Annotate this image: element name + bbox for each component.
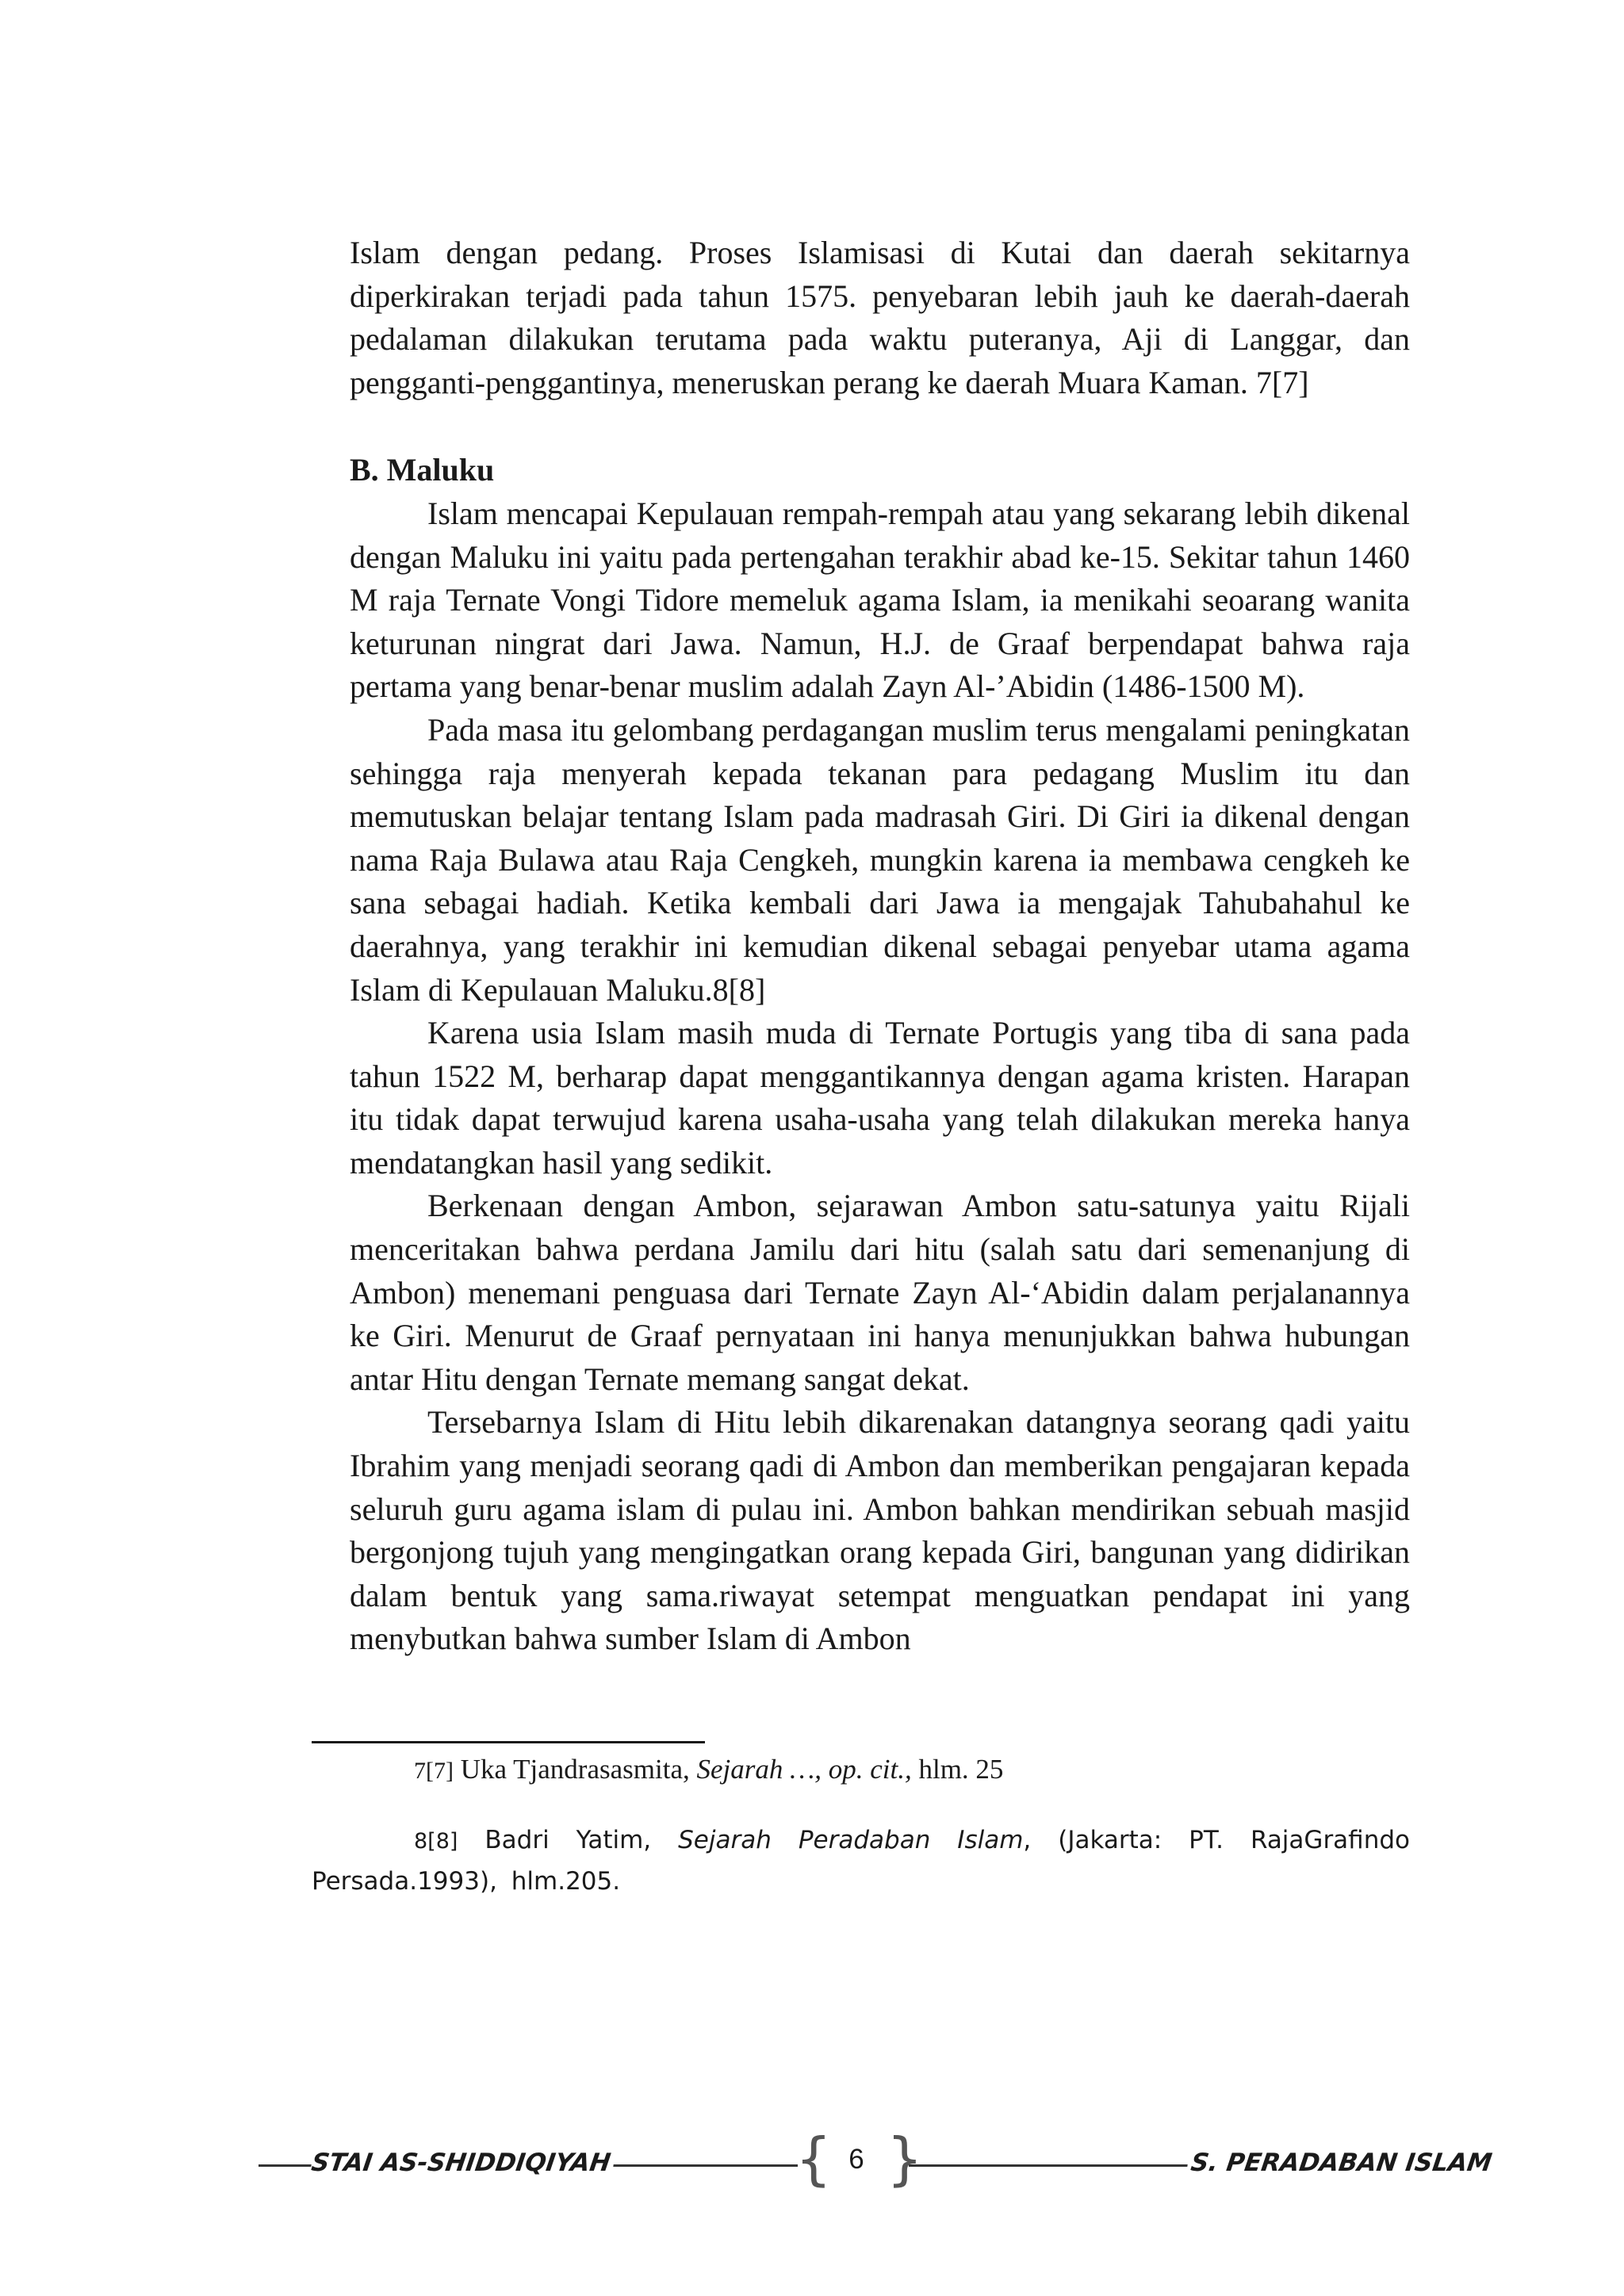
- footnote-mark: 7[7]: [414, 1758, 454, 1784]
- footnote-text: Badri Yatim,: [458, 1826, 679, 1854]
- paragraph-3: Karena usia Islam masih muda di Ternate Portugis yang tiba di sana pada tahun 1522 M, berharap dapat menggantikannya dengan agama kristen. Harapan itu tidak dapat terwujud karena usaha-usaha yang telah dilakukan mereka hanya mendatangkan hasil yang sedikit.: [350, 1015, 1410, 1181]
- paragraph-2: Pada masa itu gelombang perdagangan muslim terus mengalami peningkatan sehingga raja menyerah kepada tekanan para pedagang Muslim itu dan memutuskan belajar tentang Islam pada madrasah Giri. Di Giri ia dikenal dengan nama Raja Bulawa atau Raja Cengkeh, mungkin karena ia membawa cengkeh ke sana sebagai hadiah. Ketika kembali dari Jawa ia mengajak Tahubahahul ke daerahnya, yang terakhir ini kemudian dikenal sebagai penyebar utama agama Islam di Kepulauan Maluku.8[8]: [350, 711, 1410, 1008]
- section-heading: B. Maluku: [350, 452, 495, 488]
- page-number: 6: [848, 2144, 864, 2175]
- body-text: [350, 232, 1410, 1661]
- paragraph-1: Islam mencapai Kepulauan rempah-rempah atau yang sekarang lebih dikenal dengan Maluku ini yaitu pada pertengahan terakhir abad ke-15. Sekitar tahun 1460 M raja Ternate Vongi Tidore memeluk agama Islam, ia menikahi seoarang wanita keturunan ningrat dari Jawa. Namun, H.J. de Graaf berpendapat bahwa raja pertama yang benar-benar muslim adalah Zayn Al-’Abidin (1486-1500 M).: [350, 495, 1410, 705]
- footnote-mark: 8[8]: [414, 1829, 458, 1854]
- footnote-title: Sejarah …, op. cit.,: [696, 1754, 912, 1785]
- footnote-1: [414, 1750, 1003, 1791]
- footer-course-title: S. PERADABAN ISLAM: [1185, 2149, 1493, 2177]
- paragraph-5: Tersebarnya Islam di Hitu lebih dikarenakan datangnya seorang qadi yaitu Ibrahim yang menjadi seorang qadi di Ambon dan memberikan pengajaran kepada seluruh guru agama islam di pulau ini. Ambon bahkan mendirikan sebuah masjid bergonjong tujuh yang mengingatkan orang kepada Giri, bangunan yang didirikan dalam bentuk yang sama.riwayat setempat menguatkan pendapat ini yang menybutkan bahwa sumber Islam di Ambon: [350, 1404, 1410, 1657]
- footnote-text: Uka Tjandrasasmita,: [453, 1754, 697, 1785]
- right-brace-icon: }: [887, 2126, 923, 2192]
- footer-institution: STAI AS-SHIDDIQIYAH: [309, 2149, 615, 2177]
- left-brace-icon: {: [795, 2126, 832, 2192]
- intro-paragraph: Islam dengan pedang. Proses Islamisasi di Kutai dan daerah sekitarnya diperkirakan terjadi pada tahun 1575. penyebaran lebih jauh ke daerah-daerah pedalaman dilakukan terutama pada waktu puteranya, Aji di Langgar, dan pengganti-penggantinya, meneruskan perang ke daerah Muara Kaman. 7[7]: [350, 235, 1410, 400]
- footnote-text: , (Jakarta: PT. RajaGrafindo Persada.1993), hlm.205.: [312, 1826, 1411, 1896]
- footnote-separator: [312, 1741, 705, 1743]
- footnote-title: Sejarah Peradaban Islam: [678, 1826, 1024, 1854]
- footnote-text: hlm. 25: [911, 1754, 1004, 1785]
- footnote-2: [312, 1820, 1410, 1902]
- paragraph-4: Berkenaan dengan Ambon, sejarawan Ambon satu-satunya yaitu Rijali menceritakan bahwa perdana Jamilu dari hitu (salah satu dari semenanjung di Ambon) menemani penguasa dari Ternate Zayn Al-‘Abidin dalam perjalanannya ke Giri. Menurut de Graaf pernyataan ini hanya menunjukkan bahwa hubungan antar Hitu dengan Ternate memang sangat dekat.: [350, 1188, 1410, 1397]
